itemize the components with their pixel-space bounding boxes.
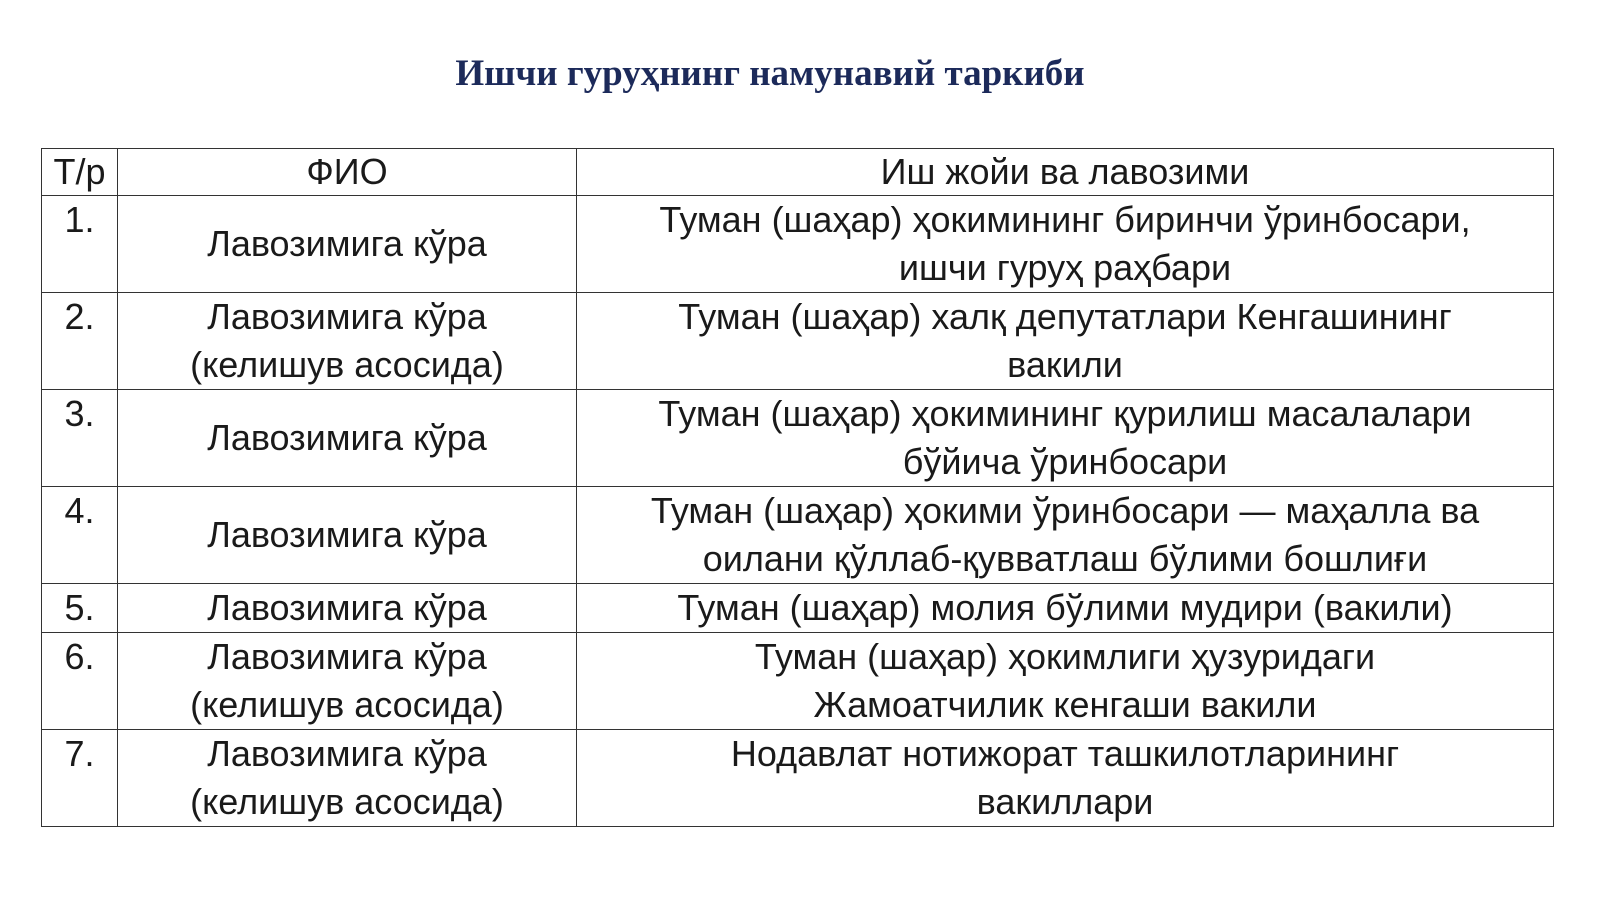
row-position [577, 196, 1554, 293]
page-title: Ишчи гуруҳнинг намунавий таркиби [455, 53, 1085, 94]
header-position: Иш жойи ва лавозими [577, 149, 1554, 196]
name-line: Лавозимига кўра [207, 733, 487, 774]
name-line: Лавозимига кўра [207, 587, 487, 628]
row-number: 6. [42, 633, 118, 730]
position-line: Туман (шаҳар) ҳокимининг қурилиш масалалари [658, 393, 1472, 434]
position-line: Нодавлат нотижорат ташкилотларининг [730, 733, 1400, 774]
position-line: Туман (шаҳар) халқ депутатлари Кенгашининг [678, 296, 1452, 337]
row-name [118, 730, 577, 827]
row-name [118, 633, 577, 730]
row-position [577, 584, 1554, 633]
position-line: бўйича ўринбосари [902, 441, 1228, 482]
position-line: Туман (шаҳар) ҳокимининг биринчи ўринбосари, [659, 199, 1471, 240]
table-row [42, 196, 1554, 293]
name-line: Лавозимига кўра [207, 223, 487, 264]
table-row [42, 390, 1554, 487]
row-number: 4. [42, 487, 118, 584]
name-line: Лавозимига кўра [207, 514, 487, 555]
row-number: 3. [42, 390, 118, 487]
table-body [42, 196, 1554, 827]
row-position [577, 633, 1554, 730]
name-line: (келишув асосида) [190, 684, 504, 725]
row-name [118, 487, 577, 584]
row-number: 5. [42, 584, 118, 633]
position-line: Туман (шаҳар) ҳокимлиги ҳузуридаги [754, 636, 1376, 677]
row-position [577, 487, 1554, 584]
row-name [118, 293, 577, 390]
row-number: 1. [42, 196, 118, 293]
name-line: (келишув асосида) [190, 781, 504, 822]
row-number: 7. [42, 730, 118, 827]
row-position [577, 730, 1554, 827]
table-header-row [42, 149, 1554, 196]
row-position [577, 390, 1554, 487]
row-name [118, 584, 577, 633]
row-position [577, 293, 1554, 390]
position-line: вакили [1007, 344, 1123, 385]
name-line: Лавозимига кўра [207, 417, 487, 458]
name-line: (келишув асосида) [190, 344, 504, 385]
row-name [118, 196, 577, 293]
position-line: вакиллари [976, 781, 1154, 822]
name-line: Лавозимига кўра [207, 296, 487, 337]
position-line: Туман (шаҳар) ҳокими ўринбосари — маҳалла ва [650, 490, 1480, 531]
row-number: 2. [42, 293, 118, 390]
position-line: ишчи гуруҳ раҳбари [898, 247, 1232, 288]
composition-table [41, 148, 1554, 827]
position-line: Жамоатчилик кенгаши вакили [813, 684, 1317, 725]
row-name [118, 390, 577, 487]
position-line: Туман (шаҳар) молия бўлими мудири (вакили) [677, 587, 1453, 628]
table-row [42, 487, 1554, 584]
table-row [42, 293, 1554, 390]
table-row [42, 730, 1554, 827]
table-row [42, 633, 1554, 730]
header-name: ФИО [118, 149, 577, 196]
header-num: Т/р [42, 149, 118, 196]
position-line: оилани қўллаб-қувватлаш бўлими бошлиғи [702, 538, 1428, 579]
name-line: Лавозимига кўра [207, 636, 487, 677]
table-row [42, 584, 1554, 633]
